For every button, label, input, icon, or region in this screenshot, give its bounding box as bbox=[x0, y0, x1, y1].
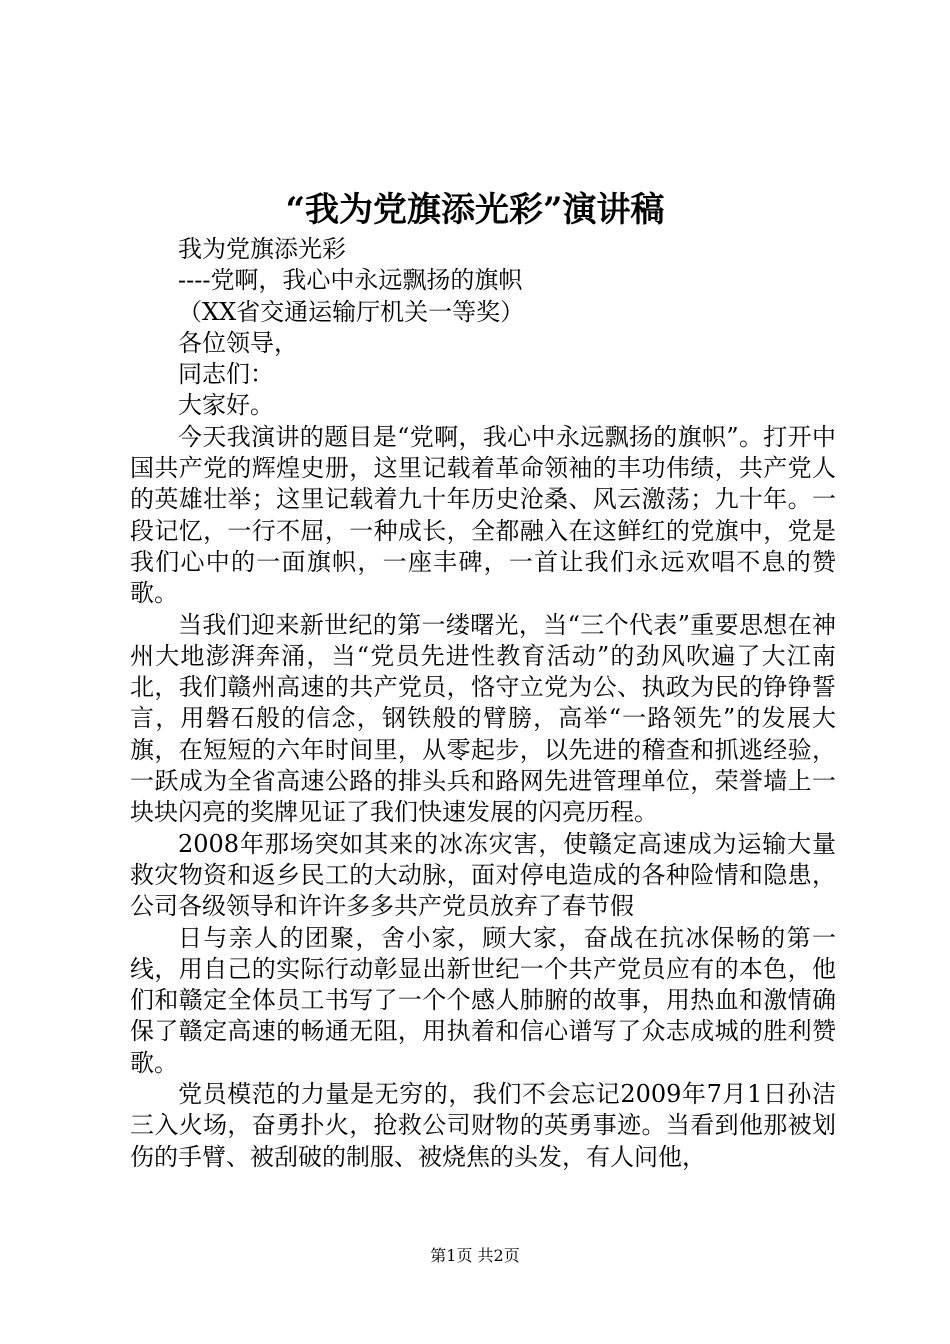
award-line: （XX省交通运输厅机关一等奖） bbox=[178, 297, 525, 326]
body-paragraph: 今天我演讲的题目是“党啊，我心中永远飘扬的旗帜”。打开中国共产党的辉煌史册，这里记载着革命领袖的丰功伟绩，共产党人的英雄壮举；这里记载着九十年历史沧桑、风云激荡；九十年。一段记忆，一行不屈，一种成长，全都融入在这鲜红的党旗中，党是我们心中的一面旗帜，一座丰碑，一首让我们永远欢唱不息的赞歌。 bbox=[130, 422, 836, 608]
salutation-line: 同志们： bbox=[178, 360, 274, 389]
body-paragraph: 党员模范的力量是无穷的，我们不会忘记2009年7月1日孙洁三入火场，奋勇扑火，抢救公司财物的英勇事迹。当看到他那被划伤的手臂、被刮破的制服、被烧焦的头发，有人问他， bbox=[130, 1080, 836, 1171]
body-paragraph: 日与亲人的团聚，舍小家，顾大家，奋战在抗冰保畅的第一线，用自己的实际行动彰显出新世纪一个共产党员应有的本色，他们和赣定全体员工书写了一个个感人肺腑的故事，用热血和激情确保了赣定高速的畅通无阻，用执着和信心谱写了众志成城的胜利赞歌。 bbox=[130, 923, 836, 1077]
subtitle-line: 我为党旗添光彩 bbox=[178, 235, 346, 263]
page-number-footer: 第1页 共2页 bbox=[430, 1246, 520, 1265]
body-paragraph: 当我们迎来新世纪的第一缕曙光，当“三个代表”重要思想在神州大地澎湃奔涌，当“党员先进性教育活动”的劲风吹遍了大江南北，我们赣州高速的共产党员，恪守立党为公、执政为民的铮铮誓言，用磐石般的信念，钢铁般的臂膀，高举“一路领先”的发展大旗，在短短的六年时间里，从零起步，以先进的稽查和抓逃经验，一跃成为全省高速公路的排头兵和路网先进管理单位，荣誉墙上一块块闪亮的奖牌见证了我们快速发展的闪亮历程。 bbox=[130, 610, 836, 827]
subtitle-line: ----党啊，我心中永远飘扬的旗帜 bbox=[178, 266, 523, 295]
document-body bbox=[130, 234, 836, 1173]
document-title: “我为党旗添光彩”演讲稿 bbox=[285, 190, 665, 230]
body-paragraph: 2008年那场突如其来的冰冻灾害，使赣定高速成为运输大量救灾物资和返乡民工的大动脉，面对停电造成的各种险情和隐患，公司各级领导和许许多多共产党员放弃了春节假 bbox=[130, 829, 836, 921]
salutation-line: 各位领导， bbox=[178, 328, 298, 357]
greeting-line: 大家好。 bbox=[178, 391, 274, 420]
